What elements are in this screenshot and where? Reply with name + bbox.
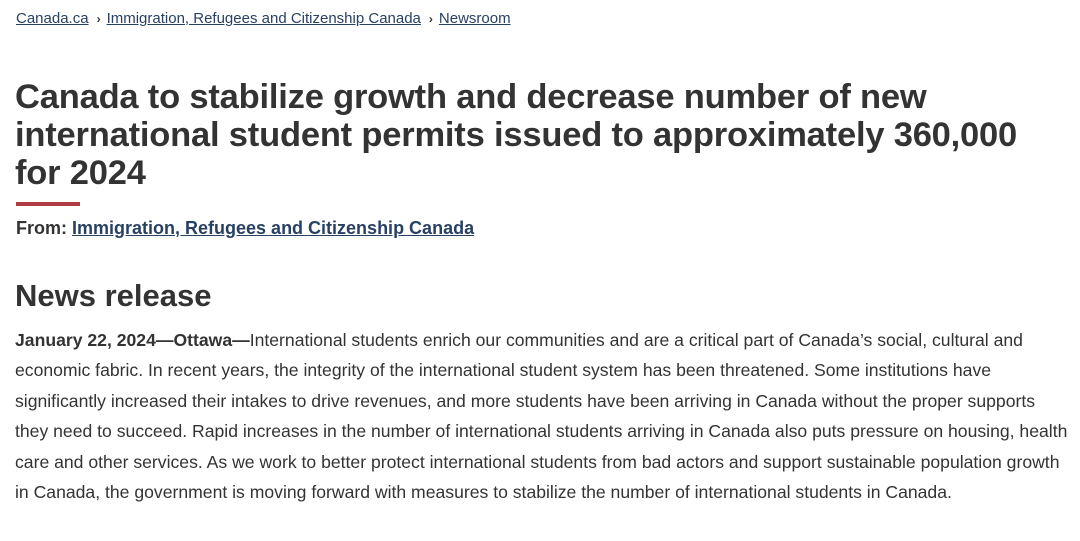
body-text: International students enrich our communities and are a critical part of Canada’s social, cultural and economic fabric. In recent years, the integrity of the international student system has been threatened. Some institutions have significantly increased their intakes to drive revenues, and more students have been arriving in Canada without the proper supports they need to succeed. Rapid increases in the number of international students arriving in Canada also puts pressure on housing, health care and other services. As we work to better protect international students from bad actors and support sustainable population growth in Canada, the government is moving forward with measures to stabilize the number of international students in Canada. xyxy=(15,330,1068,503)
from-line xyxy=(16,216,474,240)
breadcrumb xyxy=(16,8,511,30)
chevron-right-icon: › xyxy=(428,12,433,26)
breadcrumb-link-ircc[interactable]: Immigration, Refugees and Citizenship Canada xyxy=(106,10,421,27)
breadcrumb-link-canada[interactable]: Canada.ca xyxy=(16,10,89,27)
from-label: From: xyxy=(16,218,67,238)
section-heading: News release xyxy=(15,278,212,313)
news-release-body xyxy=(15,325,1073,507)
page-title: Canada to stabilize growth and decrease number of new international student permits issued to approximately 360,000 for 2024 xyxy=(15,78,1018,192)
breadcrumb-link-newsroom[interactable]: Newsroom xyxy=(438,10,511,27)
dateline: January 22, 2024—Ottawa— xyxy=(15,330,250,350)
from-department-link[interactable]: Immigration, Refugees and Citizenship Canada xyxy=(72,218,475,238)
title-accent-rule xyxy=(16,202,80,206)
chevron-right-icon: › xyxy=(96,12,101,26)
